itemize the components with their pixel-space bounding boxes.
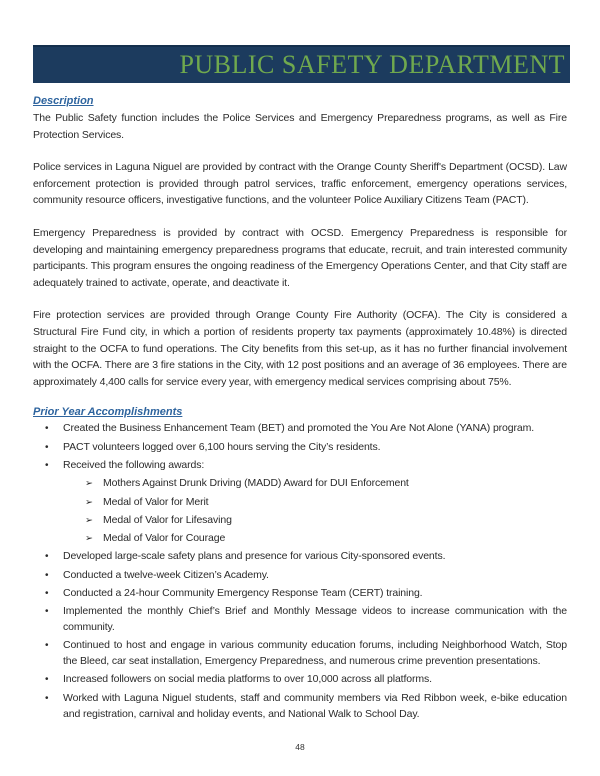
bullet-icon: • xyxy=(45,441,49,453)
arrow-bullet-icon: ➢ xyxy=(85,514,93,526)
list-item-text: Created the Business Enhancement Team (BET) and promoted the You Are Not Alone (YANA) program. xyxy=(63,422,535,435)
description-paragraph: The Public Safety function includes the Police Services and Emergency Preparedness programs, as well as Fire Protection Services. xyxy=(33,112,567,141)
sub-list-item-text: Mothers Against Drunk Driving (MADD) Award for DUI Enforcement xyxy=(103,477,409,490)
bullet-icon: • xyxy=(45,569,49,581)
arrow-bullet-icon: ➢ xyxy=(85,478,93,490)
page-footer xyxy=(0,742,600,752)
list-item xyxy=(33,568,567,584)
police-services-paragraph: Police services in Laguna Niguel are provided by contract with the Orange County Sheriff's Department (OCSD). Law enforcement protection is provided through patrol services, traffic enforcement, emergency operations services, community resource officers, investigative functions, and the volunteer Police Auxiliary Citizens Team (PACT). xyxy=(33,161,567,207)
sub-list-item-text: Medal of Valor for Lifesaving xyxy=(103,513,232,526)
list-item-text: Implemented the monthly Chief’s Brief and Monthly Message videos to increase communication with the community. xyxy=(63,605,567,634)
list-item-text: Worked with Laguna Niguel students, staff and community members via Red Ribbon week, e-bike education and registration, carnival and holiday events, and National Walk to School Day. xyxy=(63,691,567,720)
section-heading-description: Description xyxy=(33,95,94,107)
bullet-icon: • xyxy=(45,640,49,652)
list-item xyxy=(33,458,567,474)
accomplishments-list xyxy=(33,421,567,722)
arrow-bullet-icon: ➢ xyxy=(85,533,93,545)
bullet-icon: • xyxy=(45,587,49,599)
list-item xyxy=(33,549,567,565)
page-content xyxy=(33,95,567,722)
bullet-icon: • xyxy=(45,459,49,471)
bullet-icon: • xyxy=(45,692,49,704)
bullet-icon: • xyxy=(45,606,49,618)
sub-list-item xyxy=(33,531,567,547)
list-item-text: Received the following awards: xyxy=(63,458,205,471)
list-item-text: Conducted a twelve-week Citizen’s Academy. xyxy=(63,568,269,581)
department-banner xyxy=(33,45,570,83)
list-item xyxy=(33,421,567,437)
bullet-icon: • xyxy=(45,423,49,435)
list-item-text: PACT volunteers logged over 6,100 hours serving the City’s residents. xyxy=(63,440,381,453)
list-item xyxy=(33,440,567,456)
bullet-icon: • xyxy=(45,674,49,686)
sub-list-item xyxy=(33,495,567,511)
list-item xyxy=(33,672,567,688)
banner-title: PUBLIC SAFETY DEPARTMENT xyxy=(179,50,565,79)
list-item-text: Continued to host and engage in various community education forums, including Neighborhood Watch, Stop the Bleed, car seat installation, Emergency Preparedness, and numerous crime prevention presentations. xyxy=(63,639,567,668)
sub-list-item-text: Medal of Valor for Merit xyxy=(103,495,209,508)
arrow-bullet-icon: ➢ xyxy=(85,496,93,508)
page-number: 48 xyxy=(295,742,305,752)
list-item-text: Developed large-scale safety plans and presence for various City-sponsored events. xyxy=(63,550,446,563)
sub-list-item xyxy=(33,476,567,492)
list-item-text: Conducted a 24-hour Community Emergency Response Team (CERT) training. xyxy=(63,586,423,599)
list-item xyxy=(33,638,567,670)
list-item-text: Increased followers on social media platforms to over 10,000 across all platforms. xyxy=(63,673,432,686)
emergency-preparedness-paragraph: Emergency Preparedness is provided by contract with OCSD. Emergency Preparedness is responsible for developing and maintaining emergency preparedness programs that educate, recruit, and train interested community participants. This program ensures the ongoing readiness of the Emergency Operations Center, and that City staff are adequately trained to activate, operate, and deactivate it. xyxy=(33,226,567,289)
sub-list-item-text: Medal of Valor for Courage xyxy=(103,532,226,545)
sub-list-item xyxy=(33,513,567,529)
list-item xyxy=(33,691,567,723)
section-heading-accomplishments: Prior Year Accomplishments xyxy=(33,406,183,419)
bullet-icon: • xyxy=(45,551,49,563)
list-item xyxy=(33,586,567,602)
list-item xyxy=(33,604,567,636)
fire-protection-paragraph: Fire protection services are provided through Orange County Fire Authority (OCFA). The City is considered a Structural Fire Fund city, in which a portion of residents property tax payments (approximately 10.48%) is directed straight to the OCFA to fund operations. The City benefits from this set-up, as it has no further financial involvement with the OCFA. There are 3 fire stations in the City, with 12 post positions and an average of 36 employees. There are approximately 4,400 calls for service every year, with emergency medical services comprising about 75%. xyxy=(33,309,567,388)
